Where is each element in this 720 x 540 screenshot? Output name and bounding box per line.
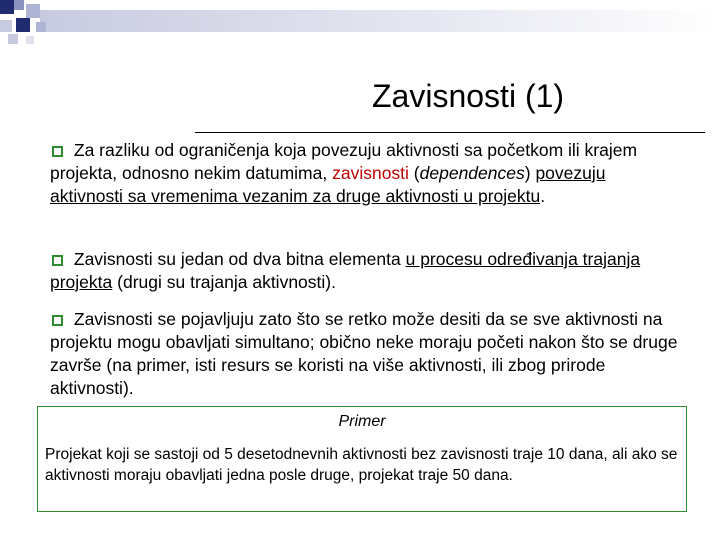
slide-title: Zavisnosti (1) [372, 78, 565, 114]
decor-square-4 [16, 18, 30, 32]
bullet-1-text-part: povezuju aktivnosti sa vremenima vezanim za druge aktivnosti u projektu [50, 163, 606, 206]
bullet-paragraph-2 [50, 248, 680, 294]
decor-square-5 [0, 20, 12, 32]
checkbox-bullet-icon [52, 255, 63, 266]
bullet-2-text-part: Zavisnosti su jedan od dva bitna elementa [73, 249, 406, 269]
checkbox-bullet-icon [52, 315, 63, 326]
decor-square-7 [8, 34, 18, 44]
decor-square-8 [26, 36, 34, 44]
header-gradient-bar [40, 10, 720, 32]
bullet-paragraph-3 [50, 308, 680, 400]
bullet-1-text-part: ( [408, 163, 420, 183]
example-box [37, 406, 687, 512]
bullet-1-text-part: ) [524, 163, 536, 183]
bullet-1-text-part: zavisnosti [332, 163, 409, 183]
decor-square-2 [14, 0, 24, 10]
example-box-text: Projekat koji se sastoji od 5 desetodnevnih aktivnosti bez zavisnosti traje 10 dana, ali ako se aktivnosti moraju obavljati jedna posle druge, projekat traje 50 dana. [45, 446, 678, 484]
bullet-2-text-part: u procesu određivanja trajanja projekta [50, 249, 641, 292]
checkbox-bullet-icon [52, 146, 63, 157]
bullet-3-text-part: Zavisnosti se pojavljuju zato što se retko može desiti da se sve aktivnosti na projektu mogu obavljati simultano; obično neke moraju početi nakon što se druge završe (na primer, isti resurs se koristi na više aktivnosti, ili zbog prirode aktivnosti). [50, 309, 678, 398]
title-underline-rule [195, 132, 705, 133]
bullet-paragraph-1 [50, 139, 680, 208]
example-box-title: Primer [338, 413, 386, 430]
bullet-1-text-part: dependences [419, 163, 525, 183]
decor-square-6 [36, 22, 46, 32]
bullet-2-text-part: (drugi su trajanja aktivnosti). [112, 272, 336, 292]
decor-square-3 [26, 4, 40, 18]
bullet-1-text-part: Za razliku od ograničenja koja povezuju aktivnosti sa početkom ili krajem projekta, odnosno nekim datumima, [50, 140, 638, 183]
decor-square-1 [0, 0, 14, 14]
bullet-1-text-part: . [540, 186, 546, 206]
